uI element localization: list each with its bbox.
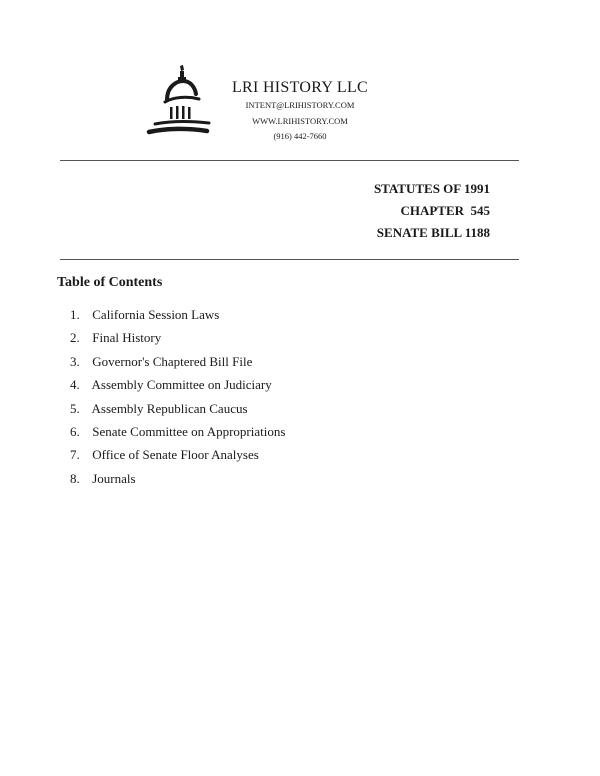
toc-item-number: 1. <box>70 307 80 322</box>
toc-item-label: Governor's Chaptered Bill File <box>92 353 253 369</box>
toc-item-senate-appropriations <box>70 424 285 447</box>
toc-item-number: 6. <box>70 423 80 439</box>
statute-chapter: CHAPTER 545 <box>400 203 490 218</box>
company-name: LRI HISTORY LLC <box>231 79 369 96</box>
toc-item-assembly-judiciary <box>70 377 285 400</box>
toc-item-label: Assembly Republican Caucus <box>91 400 248 416</box>
toc-item-label: Assembly Committee on Judiciary <box>91 377 272 393</box>
toc-item-label: Final History <box>92 330 162 346</box>
top-divider <box>60 160 519 161</box>
toc-item-number: 3. <box>70 353 80 369</box>
toc-item-label: California Session Laws <box>92 307 220 322</box>
toc-item-final-history <box>70 330 285 353</box>
toc-item-session-laws <box>70 307 285 330</box>
toc-item-number: 4. <box>70 377 80 393</box>
toc-item-republican-caucus <box>70 401 285 424</box>
toc-item-label: Senate Committee on Appropriations <box>92 423 286 439</box>
statute-bill: SENATE BILL 1188 <box>376 225 490 240</box>
toc-item-number: 2. <box>70 330 80 346</box>
toc-heading: Table of Contents <box>57 275 163 290</box>
toc-item-senate-floor <box>70 447 285 470</box>
toc-item-number: 5. <box>70 400 80 416</box>
bottom-divider <box>60 259 519 260</box>
toc-list <box>70 307 285 494</box>
company-email: INTENT@LRIHISTORY.COM <box>245 100 355 110</box>
toc-item-journals <box>70 471 285 494</box>
toc-item-label: Office of Senate Floor Analyses <box>92 447 259 463</box>
company-website: WWW.LRIHISTORY.COM <box>252 116 348 126</box>
toc-item-governors-file <box>70 354 285 377</box>
toc-item-label: Journals <box>92 470 136 486</box>
toc-item-number: 7. <box>70 447 80 463</box>
statute-year: STATUTES OF 1991 <box>373 181 490 196</box>
toc-item-number: 8. <box>70 470 80 486</box>
company-phone: (916) 442-7660 <box>273 131 327 141</box>
